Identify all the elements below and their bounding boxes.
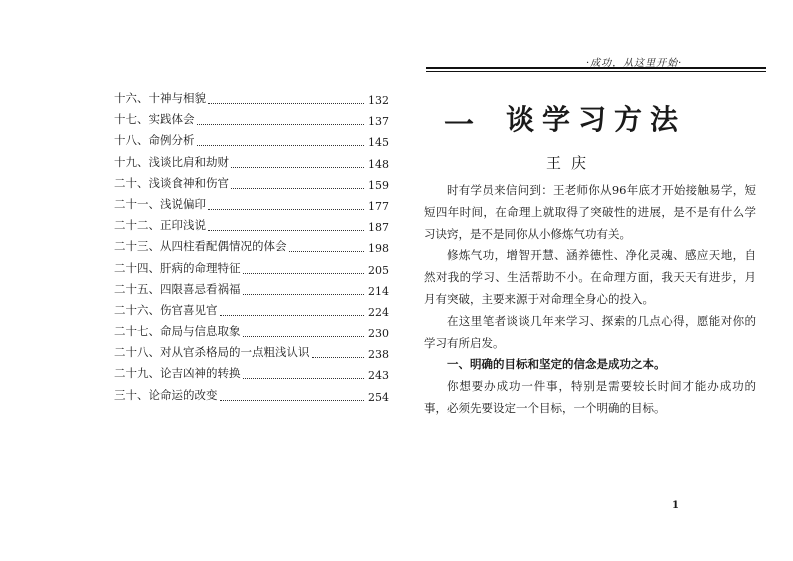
toc-entry-title: 二十五、四限喜忌看祸福	[114, 281, 241, 296]
toc-entry-page: 148	[368, 157, 389, 171]
body-text	[424, 180, 756, 420]
toc-entry-page: 145	[368, 136, 389, 150]
chapter-title: 谈学习方法	[506, 103, 687, 136]
toc-leader-dots	[208, 209, 364, 231]
toc-entry-page: 224	[368, 305, 389, 319]
toc-entry-page: 205	[368, 263, 389, 277]
paragraph: 时有学员来信问到：王老师你从96年底才开始接触易学，短短四年时间，在命理上就取得了突破性的进展，是不是有什么学习诀窍，是不是同你从小修炼气功有关。	[424, 183, 756, 241]
toc-entry-title: 二十八、对从官杀格局的一点粗浅认识	[114, 345, 310, 360]
chapter-number: 一	[444, 108, 474, 143]
right-page	[396, 0, 793, 561]
section-heading: 一、明确的目标和坚定的信念是成功之本。	[447, 357, 666, 372]
toc-entry-title: 十七、实践体会	[114, 112, 195, 127]
toc-entry-title: 二十、浅谈食神和伤官	[114, 175, 229, 190]
toc-leader-dots	[220, 294, 364, 316]
toc-entry-page: 159	[368, 178, 389, 192]
toc-entry-title: 二十七、命局与信息取象	[114, 324, 241, 339]
toc-leader-dots	[243, 357, 364, 379]
toc-leader-dots	[197, 124, 364, 146]
paragraph: 修炼气功，增智开慧、涵养德性、净化灵魂、感应天地，自然对我的学习、生活帮助不小。在命理方面，我天天有进步，月月有突破，主要来源于对命理全身心的投入。	[424, 248, 756, 306]
toc-leader-dots	[312, 336, 364, 358]
toc-leader-dots	[220, 379, 364, 401]
toc-leader-dots	[243, 273, 364, 295]
toc-leader-dots	[197, 103, 364, 125]
toc-leader-dots	[208, 188, 364, 210]
toc-entry-title: 二十六、伤官喜见官	[114, 302, 218, 317]
toc-leader-dots	[208, 82, 364, 104]
running-header: ·成功，从这里开始·	[586, 58, 683, 69]
toc-entry-title: 十六、十神与相貌	[114, 91, 206, 105]
toc-leader-dots	[289, 230, 364, 252]
toc-entry	[114, 321, 414, 342]
toc-entry	[114, 385, 414, 406]
toc-entry-title: 二十四、肝病的命理特征	[114, 260, 241, 275]
toc-entry-title: 二十九、论吉凶神的转换	[114, 366, 241, 381]
toc-entry-page: 214	[368, 284, 389, 298]
toc-entry-page: 254	[368, 390, 389, 404]
header-rule	[426, 67, 766, 69]
toc-entry-title: 二十一、浅说偏印	[114, 196, 206, 211]
toc-entry-title: 二十二、正印浅说	[114, 218, 206, 233]
header-rule-thin	[426, 71, 766, 72]
page-number: 1	[672, 500, 679, 511]
author-name: 王庆	[546, 154, 597, 172]
paragraph: 在这里笔者谈谈几年来学习、探索的几点心得，愿能对你的学习有所启发。	[424, 313, 756, 350]
paragraph: 你想要办成功一件事，特别是需要较长时间才能办成功的事，必须先要设定一个目标，一个明确的目标。	[424, 379, 756, 415]
toc-entry	[114, 215, 414, 236]
toc-leader-dots	[243, 252, 364, 274]
toc-entry-title: 三十、论命运的改变	[114, 387, 218, 402]
table-of-contents	[114, 88, 414, 406]
toc-entry-page: 137	[368, 115, 389, 129]
toc-entry-title: 十八、命例分析	[114, 133, 195, 148]
toc-leader-dots	[231, 167, 364, 189]
left-page	[0, 0, 396, 561]
toc-entry-page: 198	[368, 242, 389, 256]
toc-entry-title: 二十三、从四柱看配偶情况的体会	[114, 239, 287, 254]
toc-entry-page: 132	[368, 94, 389, 107]
toc-leader-dots	[231, 146, 364, 168]
toc-leader-dots	[243, 315, 364, 337]
toc-entry-page: 177	[368, 199, 389, 213]
toc-entry-page: 243	[368, 369, 389, 383]
toc-entry-page: 187	[368, 221, 389, 235]
toc-entry-page: 238	[368, 348, 389, 362]
toc-entry-page: 230	[368, 327, 389, 341]
toc-entry-title: 十九、浅谈比肩和劫财	[114, 154, 229, 169]
